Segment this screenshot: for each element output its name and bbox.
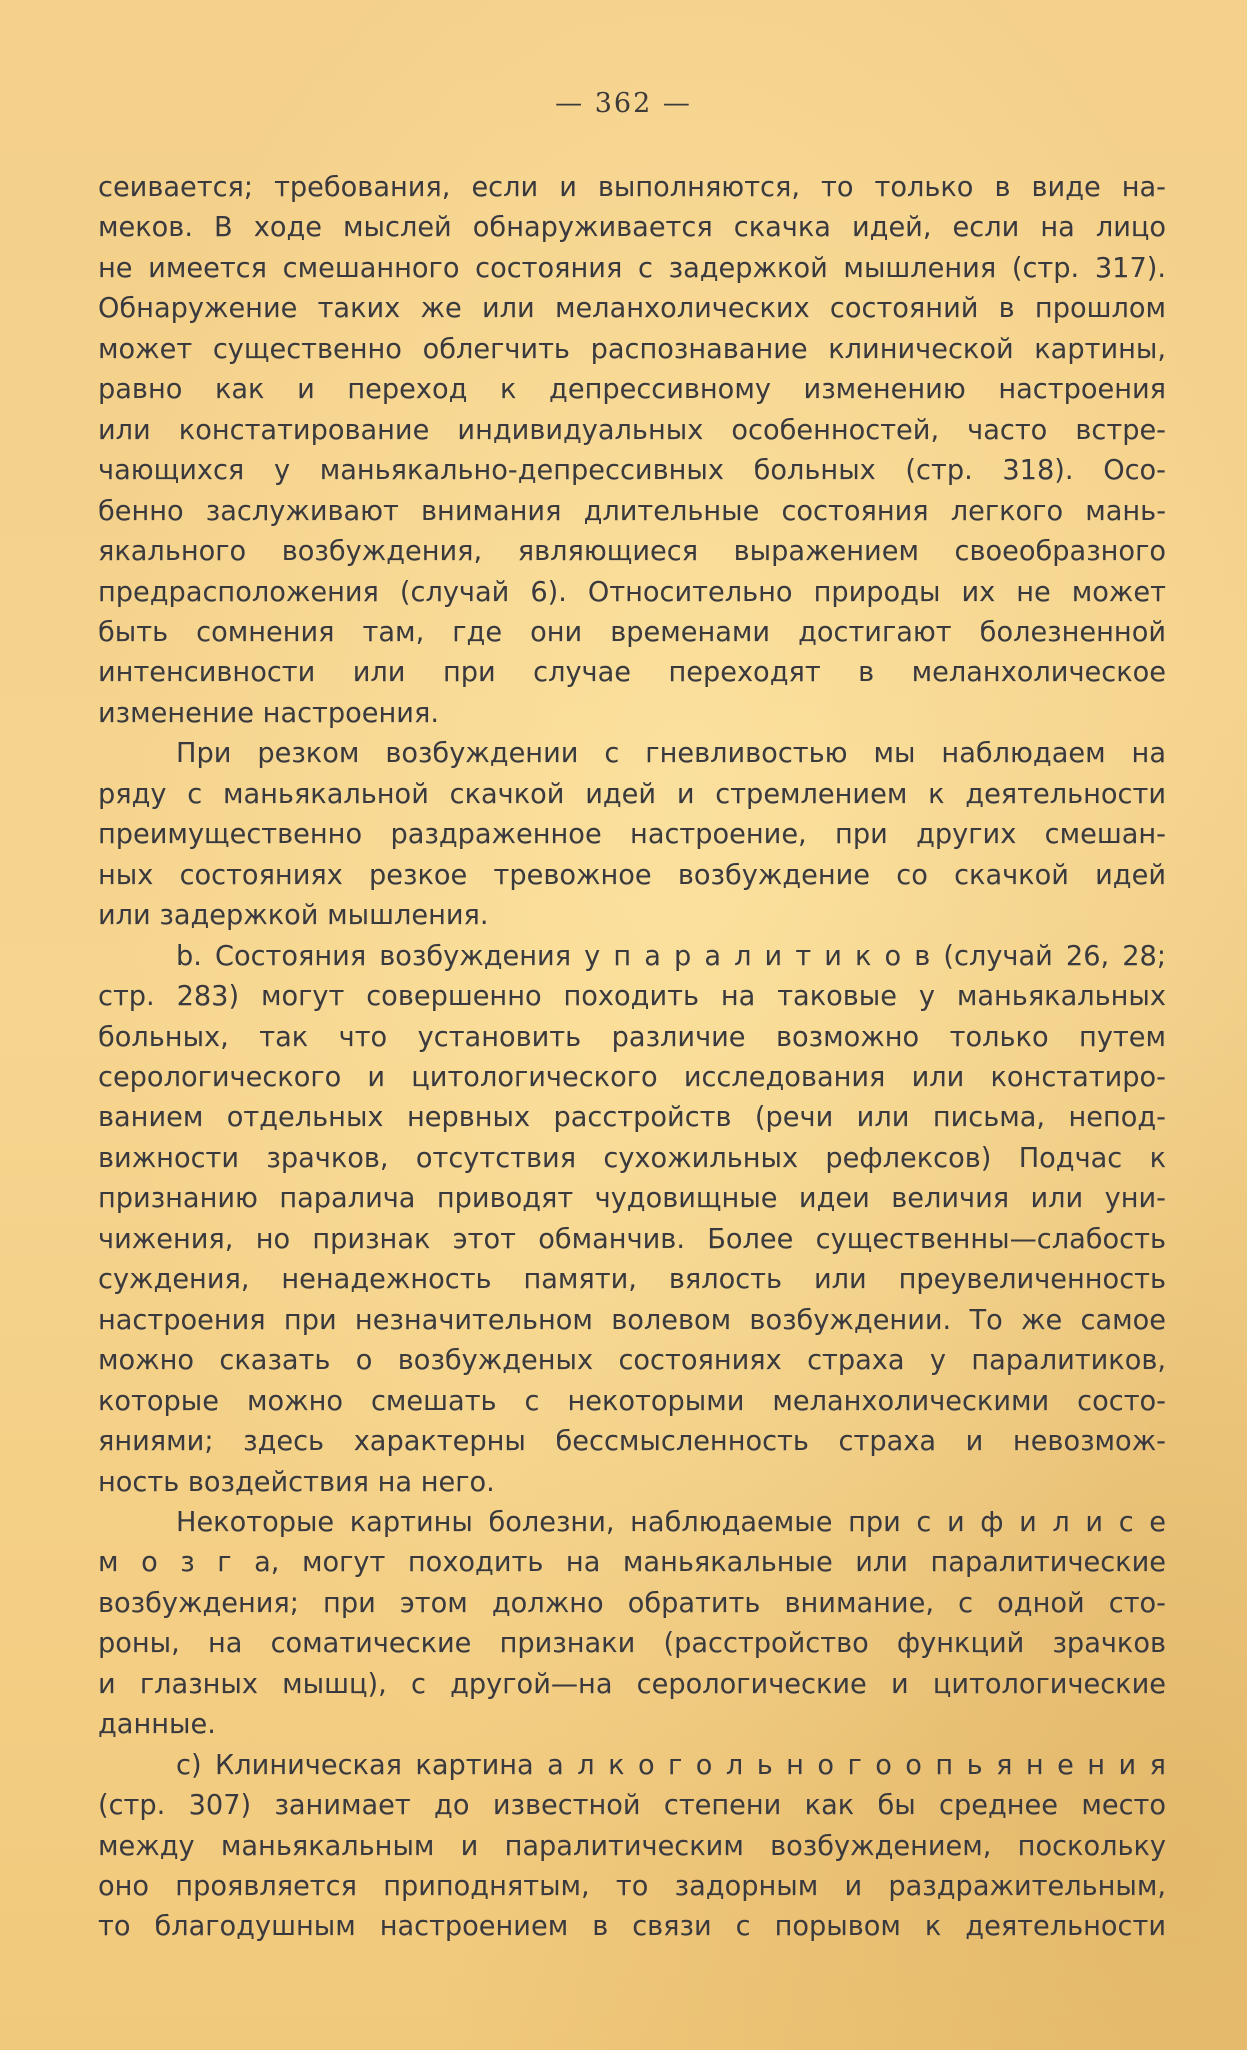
text-line: не имеется смешанного состояния с задержкой мышления (стр. 317). [98, 252, 1166, 284]
text-line: или констатирование индивидуальных особенностей, часто встре- [98, 414, 1166, 446]
text-line: серологического и цитологического исследования или констатиро- [98, 1061, 1166, 1093]
text-line: ность воздействия на него. [98, 1466, 495, 1498]
text-line: изменение настроения. [98, 697, 439, 729]
text-line: можно сказать о возбужденых состояниях страха у паралитиков, [98, 1345, 1166, 1377]
text-line: быть сомнения там, где они временами достигают болезненной [98, 616, 1166, 648]
text-line: м о з г а, могут походить на маньякальные или паралитические [98, 1547, 1166, 1579]
text-line: интенсивности или при случае переходят в меланхолическое [98, 657, 1166, 689]
text-line: преимущественно раздраженное настроение, при других смешан- [98, 819, 1166, 851]
text-line: чающихся у маньякально-депрессивных больных (стр. 318). Осо- [98, 455, 1166, 487]
text-line: вижности зрачков, отсутствия сухожильных рефлексов) Подчас к [98, 1142, 1166, 1174]
text-line: суждения, ненадежность памяти, вялость или преувеличенность [98, 1264, 1166, 1296]
text-line: b. Состояния возбуждения у п а р а л и т и к о в (случай 26, 28; [176, 940, 1166, 972]
text-line: настроения при незначительном волевом возбуждении. То же самое [98, 1304, 1166, 1336]
text-line: Обнаружение таких же или меланхолических состояний в прошлом [98, 293, 1166, 325]
text-line: чижения, но признак этот обманчив. Более существенны—слабость [98, 1223, 1166, 1255]
text-line: предрасположения (случай 6). Относительно природы их не может [98, 576, 1166, 608]
text-line: При резком возбуждении с гневливостью мы наблюдаем на [176, 738, 1166, 770]
text-line: c) Клиническая картина а л к о г о л ь н о г о о п ь я н е н и я [176, 1749, 1166, 1781]
text-line: стр. 283) могут совершенно походить на таковые у маньякальных [98, 981, 1166, 1013]
text-line: оно проявляется приподнятым, то задорным и раздражительным, [98, 1871, 1166, 1903]
text-line: равно как и переход к депрессивному изменению настроения [98, 374, 1166, 406]
text-line: якального возбуждения, являющиеся выражением своеобразного [98, 536, 1166, 568]
text-line: между маньякальным и паралитическим возбуждением, поскольку [98, 1830, 1166, 1862]
text-line: и глазных мышц), с другой—на серологические и цитологические [98, 1668, 1166, 1700]
text-line: меков. В ходе мыслей обнаруживается скачка идей, если на лицо [98, 212, 1166, 244]
text-line: возбуждения; при этом должно обратить внимание, с одной сто- [98, 1587, 1166, 1619]
text-line: яниями; здесь характерны бессмысленность страха и невозмож- [98, 1426, 1166, 1458]
text-line: роны, на соматические признаки (расстройство функций зрачков [98, 1628, 1166, 1660]
text-line: которые можно смешать с некоторыми меланхолическими состо- [98, 1385, 1166, 1417]
text-line: ванием отдельных нервных расстройств (речи или письма, непод- [98, 1102, 1166, 1134]
text-line: бенно заслуживают внимания длительные состояния легкого мань- [98, 495, 1166, 527]
text-line: больных, так что установить различие возможно только путем [98, 1021, 1166, 1053]
text-line: то благодушным настроением в связи с порывом к деятельности [98, 1911, 1166, 1943]
body-text [98, 168, 1166, 1948]
text-line: (стр. 307) занимает до известной степени как бы среднее место [98, 1790, 1166, 1822]
text-line: или задержкой мышления. [98, 900, 489, 932]
page-number: — 362 — [555, 88, 692, 119]
text-line: может существенно облегчить распознавание клинической картины, [98, 333, 1166, 365]
text-line: ных состояниях резкое тревожное возбуждение со скачкой идей [98, 859, 1166, 891]
text-line: сеивается; требования, если и выполняются, то только в виде на- [98, 172, 1166, 203]
text-line: ряду с маньякальной скачкой идей и стремлением к деятельности [98, 778, 1166, 810]
text-line: признанию паралича приводят чудовищные идеи величия или уни- [98, 1183, 1166, 1215]
text-line: данные. [98, 1709, 216, 1741]
text-line: Некоторые картины болезни, наблюдаемые при с и ф и л и с е [176, 1506, 1166, 1538]
